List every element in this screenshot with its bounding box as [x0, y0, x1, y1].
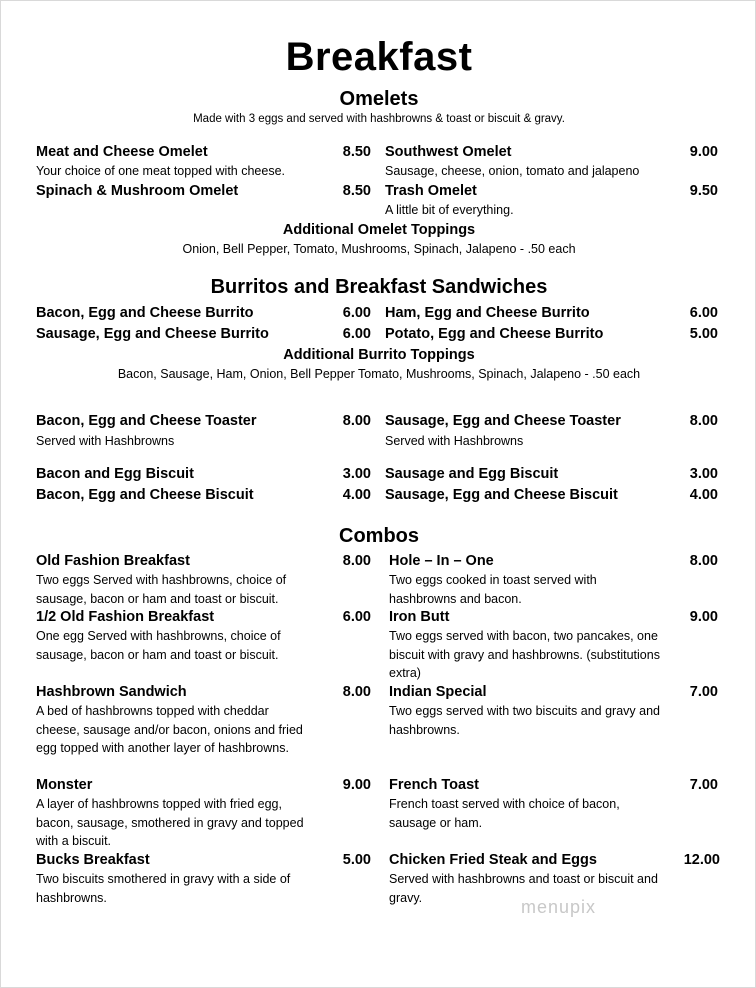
- menu-item-name: Bacon, Egg and Cheese Toaster: [36, 413, 257, 429]
- omelets-heading: Omelets: [339, 88, 419, 110]
- menu-item-name: Indian Special: [389, 684, 487, 700]
- menu-item-price: 8.50: [342, 183, 371, 199]
- menu-item-price: 6.00: [689, 305, 718, 321]
- menu-item-name: Meat and Cheese Omelet: [36, 144, 208, 160]
- menu-item-desc: One egg Served with hashbrowns, choice of sausage, bacon or ham and toast or biscuit.: [36, 629, 281, 662]
- omelet-toppings-text: Onion, Bell Pepper, Tomato, Mushrooms, Spinach, Jalapeno - .50 each: [182, 242, 576, 256]
- menu-item-name: 1/2 Old Fashion Breakfast: [36, 609, 215, 625]
- menu-item-price: 6.00: [342, 305, 371, 321]
- menu-item-name: Trash Omelet: [385, 183, 477, 199]
- menu-item-name: Chicken Fried Steak and Eggs: [389, 852, 597, 868]
- menu-item-name: French Toast: [389, 777, 479, 793]
- burrito-toppings-text: Bacon, Sausage, Ham, Onion, Bell Pepper Tomato, Mushrooms, Spinach, Jalapeno - .50 each: [117, 367, 641, 381]
- menu-item-name: Southwest Omelet: [385, 144, 512, 160]
- menu-item-price: 6.00: [342, 609, 371, 625]
- burrito-toppings-heading: Additional Burrito Toppings: [283, 347, 475, 363]
- menu-item-name: Spinach & Mushroom Omelet: [36, 183, 239, 199]
- omelets-subtitle: Made with 3 eggs and served with hashbrowns & toast or biscuit & gravy.: [193, 113, 565, 125]
- menu-item-name: Hashbrown Sandwich: [36, 684, 187, 700]
- menu-item-price: 8.00: [342, 413, 371, 429]
- menu-item-price: 7.00: [689, 684, 718, 700]
- menu-item-name: Sausage, Egg and Cheese Burrito: [36, 326, 269, 342]
- burritos-heading: Burritos and Breakfast Sandwiches: [210, 276, 548, 298]
- menu-item-price: 8.00: [689, 413, 718, 429]
- menu-item-price: 3.00: [689, 466, 718, 482]
- menu-item-desc: Sausage, cheese, onion, tomato and jalapeno: [385, 164, 640, 178]
- menu-item-desc: Two eggs cooked in toast served with hashbrowns and bacon.: [389, 573, 597, 606]
- combos-heading: Combos: [339, 525, 419, 547]
- menu-item-name: Sausage, Egg and Cheese Biscuit: [385, 487, 618, 503]
- menu-item-price: 5.00: [689, 326, 718, 342]
- menu-item-price: 9.50: [689, 183, 718, 199]
- menu-item-name: Bucks Breakfast: [36, 852, 150, 868]
- menu-item-price: 12.00: [683, 852, 720, 868]
- menu-item-price: 3.00: [342, 466, 371, 482]
- menu-item-name: Ham, Egg and Cheese Burrito: [385, 305, 590, 321]
- menu-item-desc: French toast served with choice of bacon, sausage or ham.: [389, 797, 620, 830]
- menu-item-price: 9.00: [689, 609, 718, 625]
- menu-item-desc: A little bit of everything.: [385, 203, 514, 217]
- menu-item-desc: Served with Hashbrowns: [385, 434, 524, 448]
- menu-item-price: 5.00: [342, 852, 371, 868]
- menu-item-name: Bacon and Egg Biscuit: [36, 466, 194, 482]
- omelet-toppings-heading: Additional Omelet Toppings: [282, 222, 476, 238]
- menu-item-name: Potato, Egg and Cheese Burrito: [385, 326, 604, 342]
- menu-item-name: Iron Butt: [389, 609, 450, 625]
- menu-item-desc: Two eggs served with two biscuits and gravy and hashbrowns.: [389, 704, 660, 737]
- menu-item-desc: Two eggs Served with hashbrowns, choice of sausage, bacon or ham and toast or biscuit.: [36, 573, 287, 606]
- menu-item-name: Hole – In – One: [389, 553, 494, 569]
- menu-item-desc: A layer of hashbrowns topped with fried egg, bacon, sausage, smothered in gravy and topped with a biscuit.: [36, 797, 304, 849]
- menu-item-desc: Two eggs served with bacon, two pancakes, one biscuit with gravy and hashbrowns. (substitutions extra): [389, 629, 660, 681]
- menu-item-desc: Two biscuits smothered in gravy with a side of hashbrowns.: [36, 872, 291, 905]
- menu-item-price: 9.00: [342, 777, 371, 793]
- menu-item-price: 4.00: [342, 487, 371, 503]
- menu-item-desc: A bed of hashbrowns topped with cheddar cheese, sausage and/or bacon, onions and fried egg topped with another layer of hashbrowns.: [36, 704, 303, 756]
- menu-item-price: 7.00: [689, 777, 718, 793]
- menu-item-name: Old Fashion Breakfast: [36, 553, 190, 569]
- watermark: menupix: [521, 897, 597, 917]
- menu-item-price: 8.00: [689, 553, 718, 569]
- menu-item-price: 8.00: [342, 684, 371, 700]
- menu-item-name: Sausage, Egg and Cheese Toaster: [385, 413, 621, 429]
- menu-item-desc: Your choice of one meat topped with cheese.: [36, 164, 286, 178]
- menu-item-price: 6.00: [342, 326, 371, 342]
- menu-item-name: Bacon, Egg and Cheese Biscuit: [36, 487, 254, 503]
- menu-item-desc: Served with Hashbrowns: [36, 434, 175, 448]
- menu-item-price: 8.50: [342, 144, 371, 160]
- menu-item-desc: Served with hashbrowns and toast or biscuit and gravy.: [389, 872, 658, 905]
- menu-item-price: 4.00: [689, 487, 718, 503]
- page-title: Breakfast: [285, 35, 473, 79]
- menu-item-name: Bacon, Egg and Cheese Burrito: [36, 305, 254, 321]
- menu-item-name: Sausage and Egg Biscuit: [385, 466, 559, 482]
- menu-item-name: Monster: [36, 777, 93, 793]
- menu-item-price: 9.00: [689, 144, 718, 160]
- menu-item-price: 8.00: [342, 553, 371, 569]
